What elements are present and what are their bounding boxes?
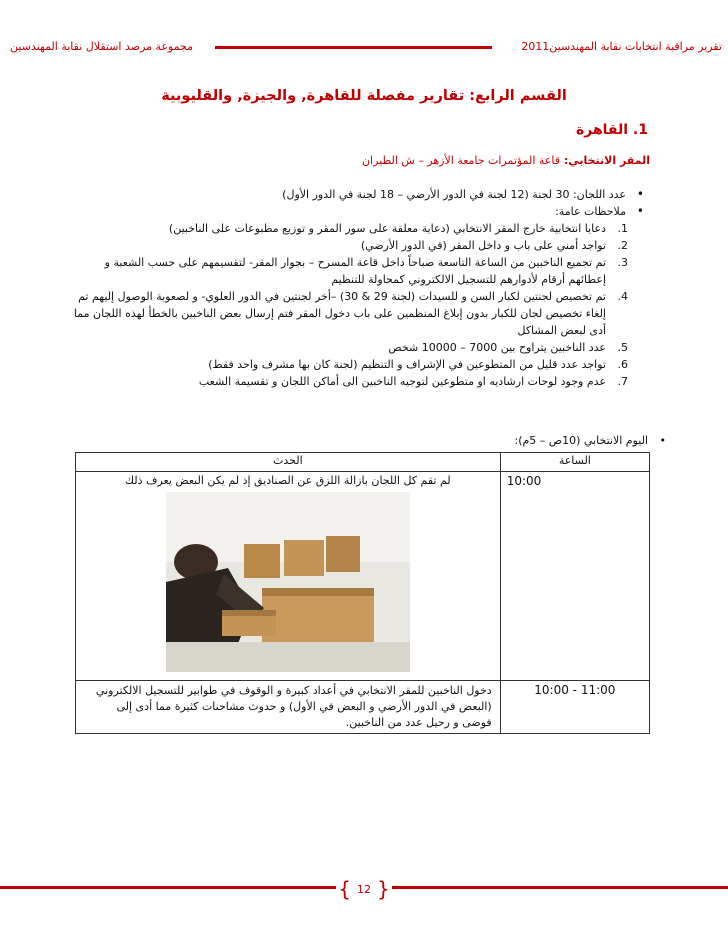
col-header-time: الساعة	[500, 453, 649, 472]
table-row	[76, 472, 650, 681]
header-group-name: مجموعة مرصد استقلال نقابة المهندسين	[10, 40, 194, 53]
col-header-event: الحدث	[76, 453, 501, 472]
bracket-open-icon: {	[338, 877, 351, 901]
page-number	[336, 877, 392, 903]
note-item: 7. عدم وجود لوحات ارشاديه او متطوعين لتوجيه الناخبين الى أماكن اللجان و تقسيمة الشعب	[198, 375, 628, 388]
footer-rule-right	[392, 886, 728, 889]
note-item: 6. تواجد عدد قليل من المتطوعين في الإشراف و التنظيم (لجنة كان بها مشرف واحد فقط)	[208, 358, 628, 371]
venue-value: قاعة المؤتمرات جامعة الأزهر – ش الطيران	[361, 154, 560, 167]
section-title: القسم الرابع: تقارير مفصلة للقاهرة, والجيزة, والقليوبية	[161, 88, 567, 104]
venue-line	[362, 154, 650, 167]
note-item: 2. تواجد أمني على باب و داخل المقر (في الدور الأرضي)	[360, 239, 628, 252]
polling-station-photo	[166, 492, 410, 672]
table-row	[76, 681, 650, 734]
page-number-value: 12	[357, 882, 371, 896]
header-rule	[215, 46, 492, 49]
notes-list	[68, 220, 628, 390]
committees-line: • عدد اللجان: 30 لجنة (12 لجنة في الدور الأرضي – 18 لجنة في الدور الأول)	[8, 186, 648, 203]
bracket-close-icon: }	[377, 877, 390, 901]
bullet-list	[8, 186, 648, 220]
venue-label: المقر الانتخابي:	[563, 154, 650, 167]
note-item: 1. دعايا انتخابية خارج المقر الانتخابي (دعاية معلقة على سور المقر و توزيع مطبوعات على الناخبين)	[168, 222, 628, 235]
note-item: 3. تم تجميع الناخبين من الساعة التاسعة صباحاً داخل قاعة المسرح – بجوار المقر- لتقسيمهم على حسب الشعبة و إعطائهم أرقام لأدوارهم للتسجيل الالكتروني كمحاولة للتنظيم	[104, 256, 628, 286]
event-text: لم تقم كل اللجان بازالة اللزق عن الصناديق إذ لم يكن البعض يعرف ذلك	[125, 474, 451, 487]
event-cell: دخول الناخبين للمقر الانتخابي في أعداد كبيرة و الوقوف في طوابير للتسجيل الالكتروني (البعض في الدور الأرضي و البعض في الأول) و حدوث مشاحنات كثيرة مما أدى إلى فوضى و رحيل عدد من الناخبين.	[76, 681, 501, 734]
footer-rule-left	[0, 886, 336, 889]
header-report-title: تقرير مراقبة انتخابات نقابة المهندسين2011	[521, 40, 722, 53]
time-cell: 10:00	[500, 472, 649, 681]
cairo-subtitle: 1. القاهرة	[575, 122, 648, 138]
event-cell	[76, 472, 501, 681]
note-item: 4. تم تخصيص لجنتين لكبار السن و للسيدات (لجنة 29 & 30) –أخر لجنتين في الدور العلوي- و لصعوبة الوصول إليهم تم إلغاء تخصيص لجان للكبار بدون إبلاغ المنظمين على باب دخول المقر فتم إرسال بعض الناخبين بالخطأ لهذه اللجان مما أدى لبعض المشاكل	[73, 290, 628, 337]
note-item: 5. عدد الناخبين يتراوح بين 7000 – 10000 شخص	[388, 341, 628, 354]
election-day-label: • اليوم الانتخابي (10ص – 5م):	[514, 434, 648, 447]
timeline-table	[75, 452, 650, 734]
general-notes-label: • ملاحظات عامة:	[8, 203, 648, 220]
time-cell: 10:00 - 11:00	[500, 681, 649, 734]
